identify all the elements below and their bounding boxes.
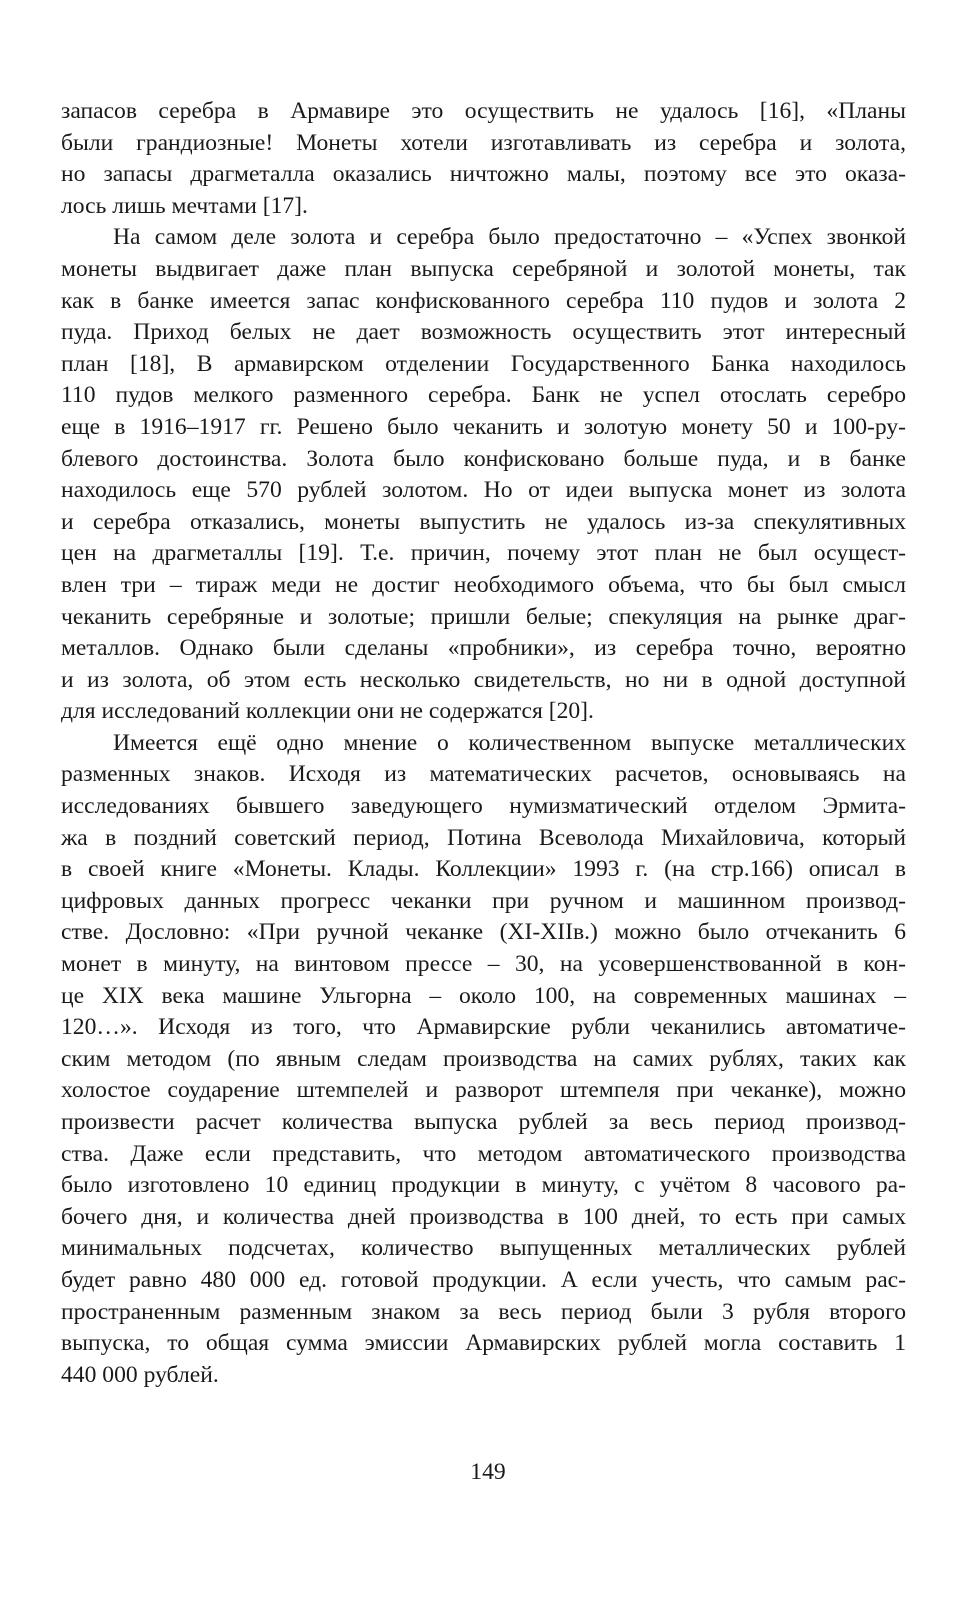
text-line: еще в 1916–1917 гг. Решено было чеканить и золотую монету 50 и 100-ру- <box>61 413 906 440</box>
text-line: На самом деле золота и серебра было предостаточно – «Успех звонкой <box>113 224 906 251</box>
text-line: но запасы драгметалла оказались ничтожно малы, поэтому все это оказа- <box>61 161 906 188</box>
text-line: как в банке имеется запас конфискованного серебра 110 пудов и золота 2 <box>61 287 906 314</box>
text-line: исследованиях бывшего заведующего нумизматический отделом Эрмита- <box>61 793 906 820</box>
body-text <box>61 96 906 1391</box>
text-line: стве. Дословно: «При ручной чеканке (XI-XIIв.) можно было отчеканить 6 <box>61 919 906 946</box>
text-line: бочего дня, и количества дней производства в 100 дней, то есть при самых <box>61 1203 906 1230</box>
text-line: ства. Даже если представить, что методом автоматического производства <box>61 1140 906 1167</box>
text-line: цен на драгметаллы [19]. Т.е. причин, почему этот план не был осущест- <box>61 540 906 567</box>
text-line: ским методом (по явным следам производства на самих рублях, таких как <box>61 1045 906 1072</box>
text-line: выпуска, то общая сумма эмиссии Армавирских рублей могла составить 1 <box>61 1330 906 1357</box>
paragraph-2 <box>61 222 906 728</box>
text-line: металлов. Однако были сделаны «пробники», из серебра точно, вероятно <box>61 635 906 662</box>
text-line: для исследований коллекции они не содержатся [20]. <box>61 698 594 725</box>
text-line: произвести расчет количества выпуска рублей за весь период производ- <box>61 1109 906 1135</box>
text-line: план [18], В армавирском отделении Государственного Банка находилось <box>61 350 906 377</box>
text-line: 440 000 рублей. <box>61 1361 219 1388</box>
text-line: разменных знаков. Исходя из математических расчетов, основываясь на <box>61 761 906 788</box>
text-line: Имеется ещё одно мнение о количественном выпуске металлических <box>113 729 906 756</box>
text-line: пространенным разменным знаком за весь период были 3 рубля второго <box>61 1298 906 1325</box>
text-line: было изготовлено 10 единиц продукции в минуту, с учётом 8 часового ра- <box>61 1172 906 1199</box>
text-line: запасов серебра в Армавире это осуществить не удалось [16], «Планы <box>61 98 906 124</box>
text-line: в своей книге «Монеты. Клады. Коллекции» 1993 г. (на стр.166) описал в <box>61 856 906 883</box>
page-number: 149 <box>470 1459 506 1485</box>
paragraph-3 <box>61 728 906 1391</box>
text-line: монеты выдвигает даже план выпуска серебряной и золотой монеты, так <box>61 255 906 282</box>
text-line: 110 пудов мелкого разменного серебра. Банк не успел отослать серебро <box>61 382 906 409</box>
text-line: 120…». Исходя из того, что Армавирские рубли чеканились автоматиче- <box>61 1014 906 1041</box>
text-line: и серебра отказались, монеты выпустить не удалось из-за спекулятивных <box>61 508 906 535</box>
text-line: монет в минуту, на винтовом прессе – 30, на усовершенствованной в кон- <box>61 951 906 978</box>
text-line: чеканить серебряные и золотые; пришли белые; спекуляция на рынке драг- <box>61 603 906 630</box>
text-line: це XIX века машине Ульгорна – около 100, на современных машинах – <box>61 982 906 1009</box>
paragraph-1 <box>61 96 906 222</box>
text-line: пуда. Приход белых не дает возможность осуществить этот интересный <box>61 319 906 346</box>
text-line: блевого достоинства. Золота было конфисковано больше пуда, и в банке <box>61 445 906 472</box>
text-line: были грандиозные! Монеты хотели изготавливать из серебра и золота, <box>61 129 906 156</box>
text-line: цифровых данных прогресс чеканки при ручном и машинном производ- <box>61 887 906 914</box>
text-line: холостое соударение штемпелей и разворот штемпеля при чеканке), можно <box>61 1077 906 1104</box>
text-line: жа в поздний советский период, Потина Всеволода Михайловича, который <box>61 824 906 851</box>
text-line: лось лишь мечтами [17]. <box>61 192 308 219</box>
text-line: находилось еще 570 рублей золотом. Но от идеи выпуска монет из золота <box>61 477 906 504</box>
text-line: и из золота, об этом есть несколько свидетельств, но ни в одной доступной <box>61 666 906 693</box>
text-line: влен три – тираж меди не достиг необходимого объема, что бы был смысл <box>61 571 906 598</box>
text-line: будет равно 480 000 ед. готовой продукции. А если учесть, что самым рас- <box>61 1266 906 1293</box>
text-line: минимальных подсчетах, количество выпущенных металлических рублей <box>61 1235 906 1262</box>
